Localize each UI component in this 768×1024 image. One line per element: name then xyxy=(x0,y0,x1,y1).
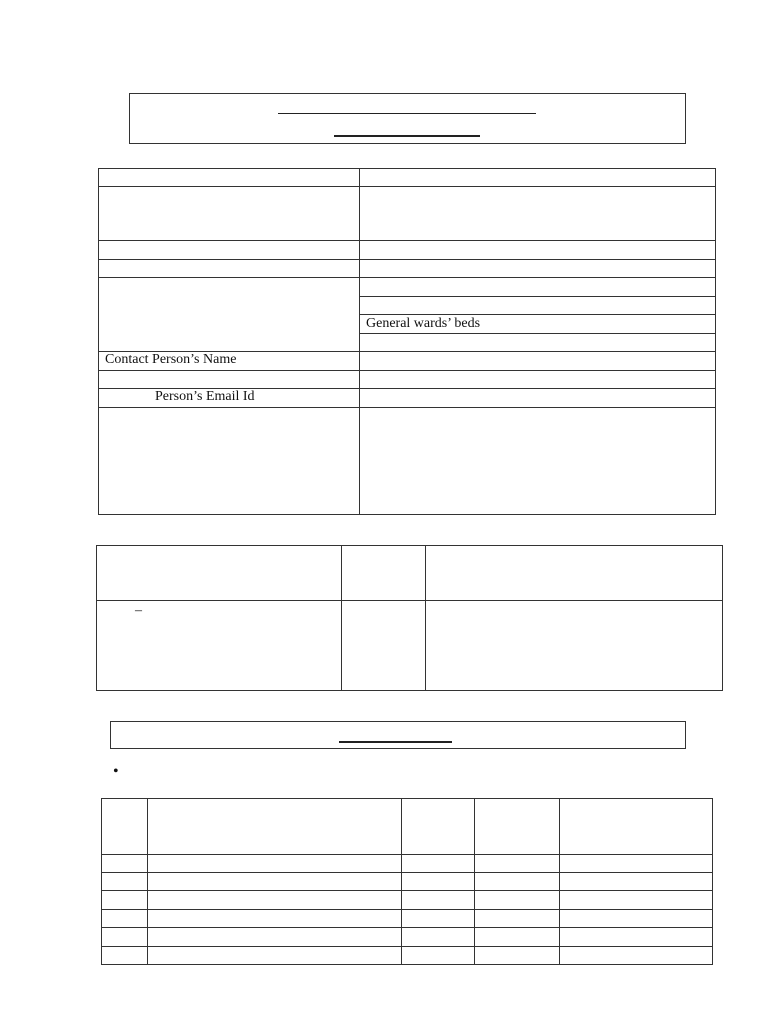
contact-person-name-label: Contact Person’s Name xyxy=(105,352,237,367)
table-3-row-line xyxy=(101,927,713,928)
form-table-column-divider xyxy=(359,168,360,515)
contact-person-email-label: Person’s Email Id xyxy=(155,389,255,404)
form-table xyxy=(98,168,716,515)
table-3-column-divider xyxy=(147,798,148,965)
form-table-row-line xyxy=(98,259,716,260)
table-3-row-line xyxy=(101,872,713,873)
table-3-row-line xyxy=(101,854,713,855)
form-table-row-line xyxy=(98,370,716,371)
header-2-title-line xyxy=(339,741,452,743)
table-3-column-divider xyxy=(401,798,402,965)
table-3-row-line xyxy=(101,946,713,947)
form-table-row-line xyxy=(98,407,716,408)
form-table-row-line xyxy=(98,240,716,241)
table-2-column-divider xyxy=(341,545,342,691)
general-wards-beds-label: General wards’ beds xyxy=(366,316,481,331)
bullet-point: • xyxy=(113,763,119,780)
table-3 xyxy=(101,798,713,965)
form-table-subrow-line xyxy=(359,314,716,315)
form-table-row-line xyxy=(98,277,716,278)
form-table-subrow-line xyxy=(359,296,716,297)
table-2-row-line xyxy=(96,600,723,601)
form-table-subrow-line xyxy=(359,333,716,334)
table-3-row-line xyxy=(101,890,713,891)
form-table-row-line xyxy=(98,186,716,187)
table-3-row-line xyxy=(101,909,713,910)
header-subtitle-line xyxy=(334,135,480,137)
header-title-line xyxy=(278,113,536,114)
table-2-column-divider xyxy=(425,545,426,691)
table-3-column-divider xyxy=(474,798,475,965)
table-3-column-divider xyxy=(559,798,560,965)
table-2 xyxy=(96,545,723,691)
table-2-dash: – xyxy=(135,603,142,618)
header-box-2 xyxy=(110,721,686,749)
